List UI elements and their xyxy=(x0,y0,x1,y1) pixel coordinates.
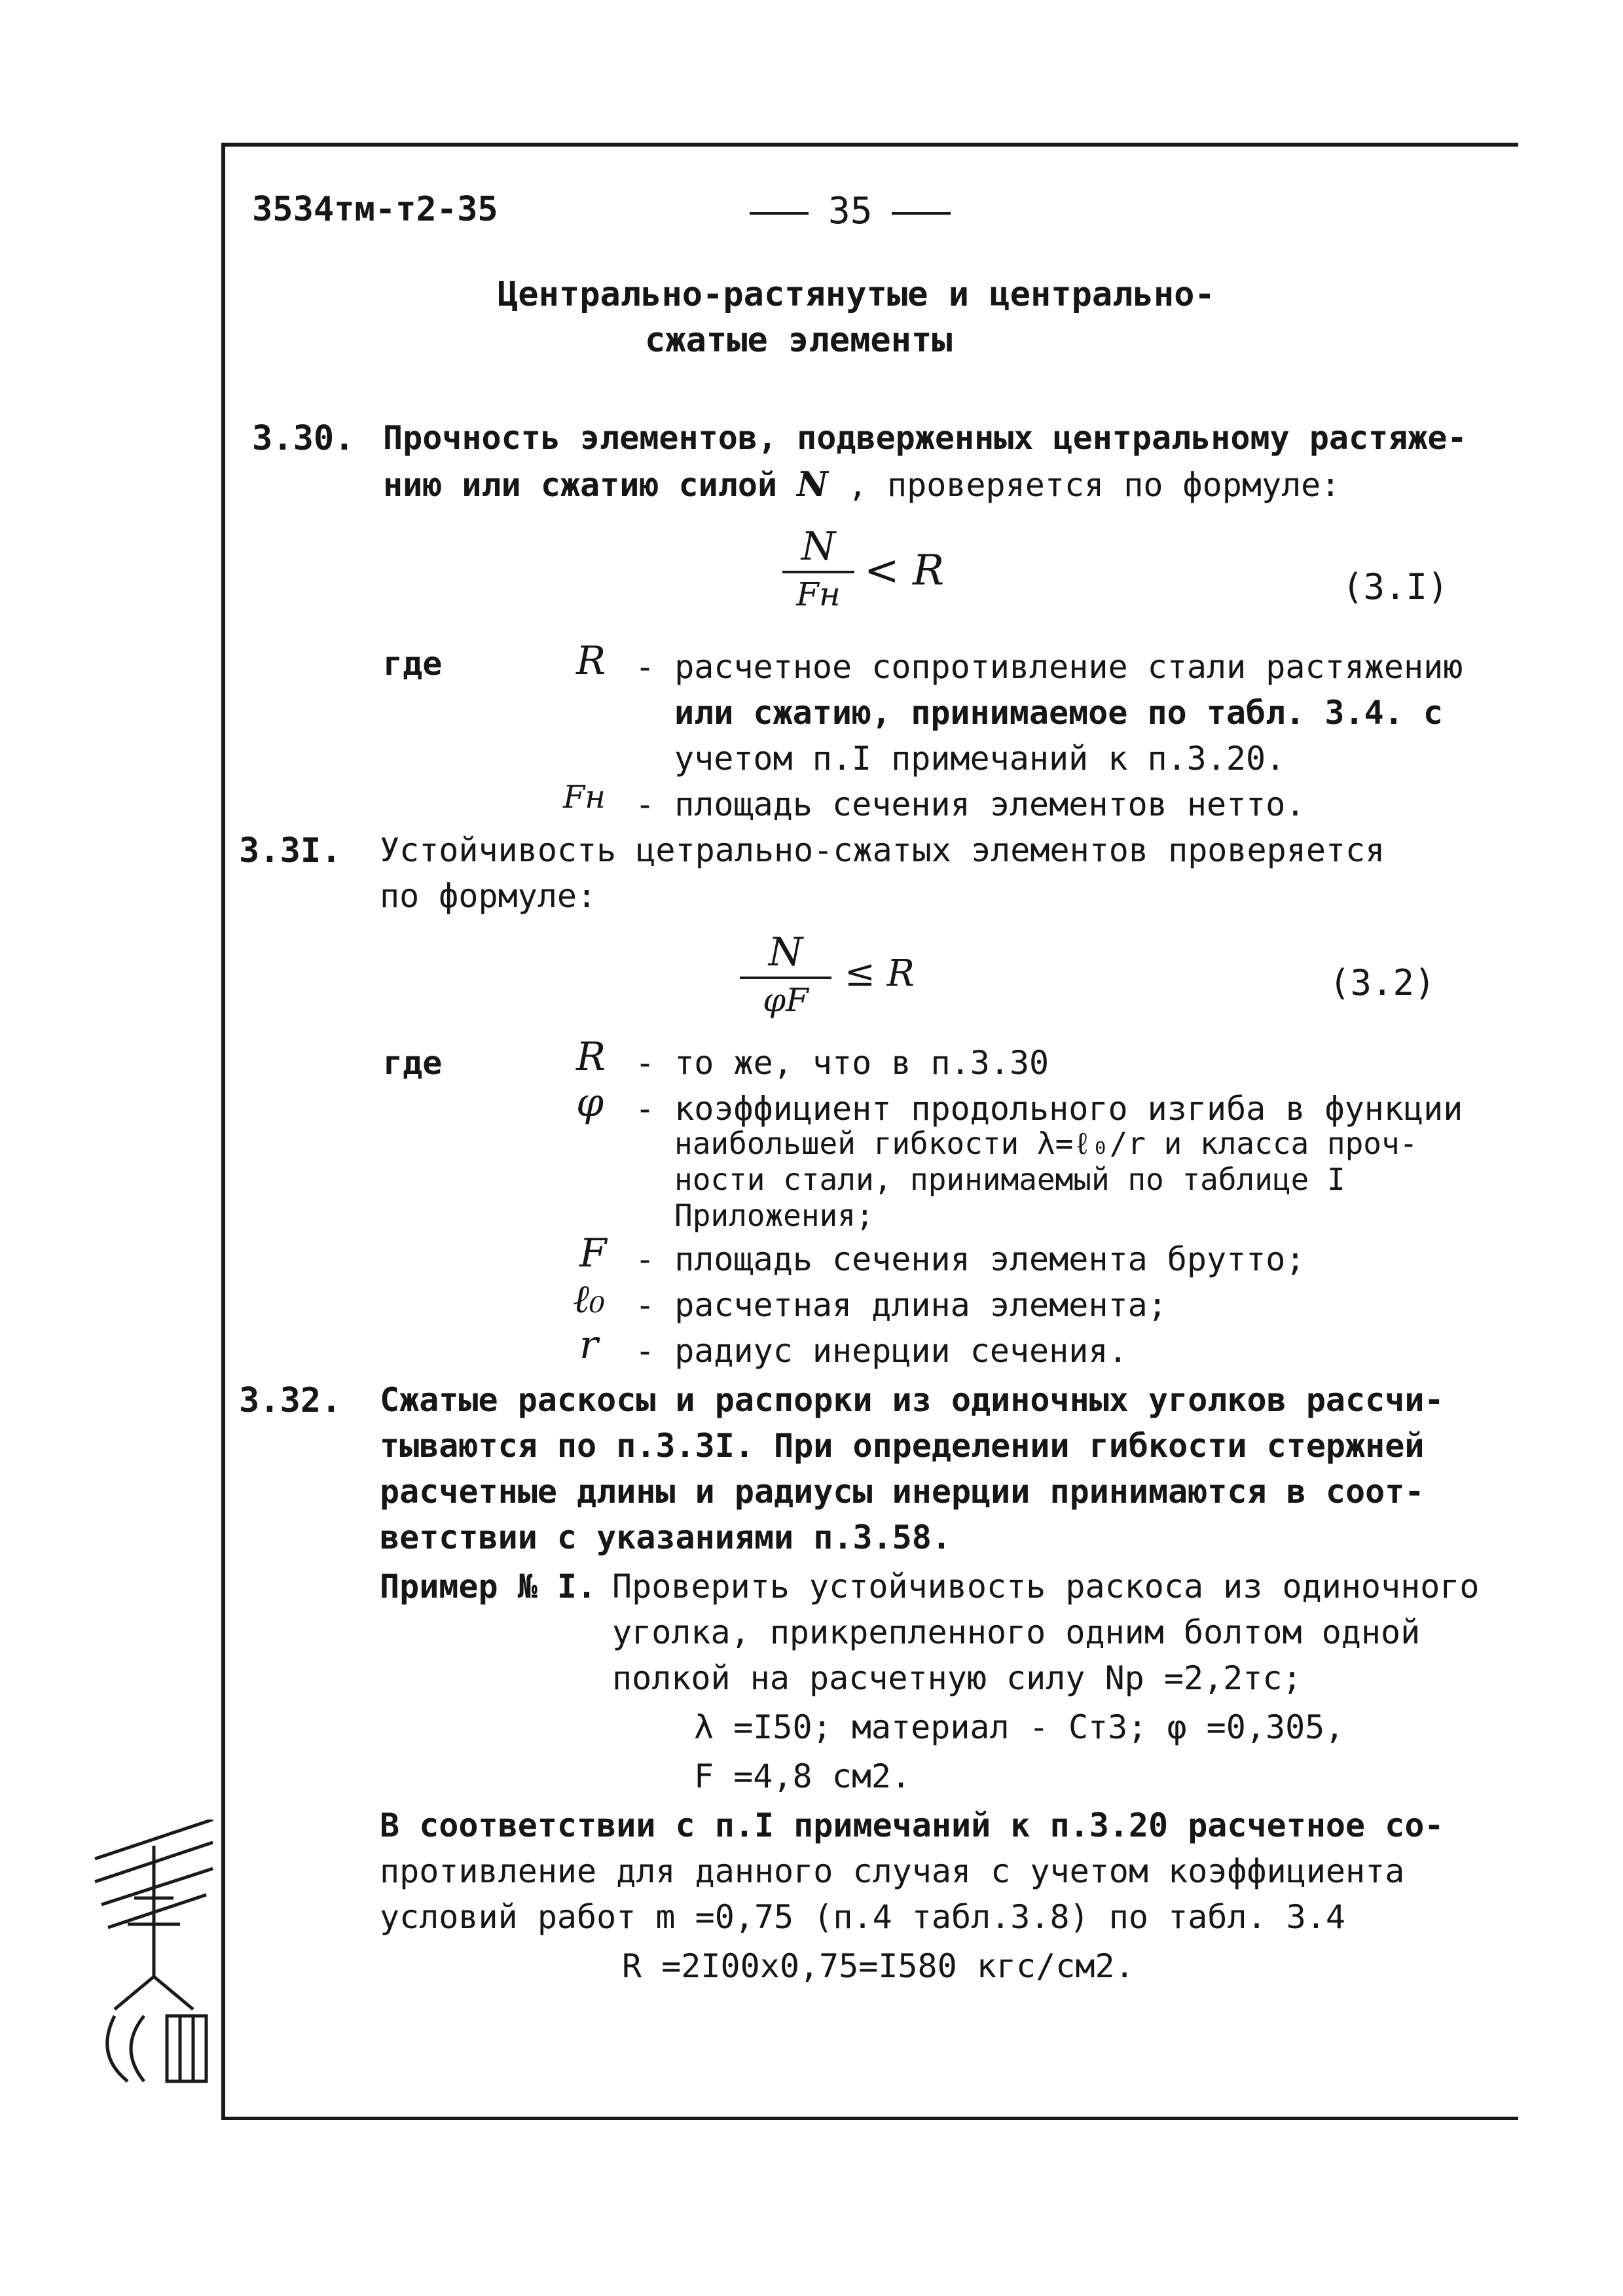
def-331-sym-7: r xyxy=(579,1322,598,1368)
section-title-line2: сжатые элементы xyxy=(645,321,953,360)
formula-3-1-numerator: N xyxy=(801,524,836,569)
tail-line-3: R =2I00x0,75=I580 кгс/см2. xyxy=(622,1947,1135,1985)
example-line-4: F =4,8 см2. xyxy=(694,1757,911,1795)
def-331-text-4: Приложения; xyxy=(674,1198,874,1233)
page-number-text: 35 xyxy=(828,190,873,232)
def-331-text-1: - коэффициент продольного изгиба в функции xyxy=(635,1090,1463,1128)
where-label-331: где xyxy=(383,1044,443,1082)
clause-331-line1: Устойчивость цетрально-сжатых элементов проверяется xyxy=(380,831,1385,869)
clause-330-line2b: , проверяется по формуле: xyxy=(847,466,1341,504)
def-331-text-5: - площадь сечения элемента брутто; xyxy=(635,1240,1305,1278)
formula-3-1-label: (3.I) xyxy=(1342,566,1449,607)
formula-3-2-fraction xyxy=(740,929,831,1020)
example-line-1: уголка, прикрепленного одним болтом одной xyxy=(612,1613,1421,1651)
clause-number-330: 3.30. xyxy=(252,419,355,458)
fraction-bar xyxy=(740,977,831,979)
def-331-sym-6: ℓ₀ xyxy=(573,1276,606,1322)
def-331-text-0: - то же, что в п.3.30 xyxy=(635,1044,1049,1082)
def-330-text-0: - расчетное сопротивление стали растяжению xyxy=(635,648,1463,686)
formula-3-2-denominator: φF xyxy=(763,981,809,1019)
def-330-text-2: учетом п.I примечаний к п.3.20. xyxy=(674,740,1286,778)
def-330-sym-3: Fн xyxy=(563,779,606,816)
page-number xyxy=(730,190,970,232)
clause-330-line2a: нию или сжатию силой xyxy=(383,466,778,504)
fraction-bar xyxy=(782,571,854,573)
force-symbol-n: N xyxy=(797,465,828,505)
tail-line-0: В соответствии с п.I примечаний к п.3.20 расчетное со- xyxy=(380,1806,1444,1844)
clause-332-line-3: ветствии с указаниями п.3.58. xyxy=(380,1518,951,1556)
def-330-text-3: - площадь сечения элементов нетто. xyxy=(635,785,1305,823)
formula-3-1-denominator: Fн xyxy=(796,575,841,613)
document-code: 3534тм-т2-35 xyxy=(252,190,498,229)
def-331-text-2: наибольшей гибкости λ=ℓ₀/r и класса проч- xyxy=(674,1126,1418,1161)
def-331-text-7: - радиус инерции сечения. xyxy=(635,1332,1128,1370)
clause-number-331: 3.3I. xyxy=(239,831,342,870)
clause-number-332: 3.32. xyxy=(239,1381,342,1420)
formula-3-2-label: (3.2) xyxy=(1329,962,1436,1003)
formula-3-1-relation: < R xyxy=(864,547,945,595)
def-331-text-3: ности стали, принимаемый по таблице I xyxy=(674,1162,1345,1197)
def-331-text-6: - расчетная длина элемента; xyxy=(635,1286,1167,1324)
section-title-line1: Центрально-растянутые и центрально- xyxy=(498,275,1215,314)
where-label-330: где xyxy=(383,645,443,683)
formula-3-2-numerator: N xyxy=(768,929,803,975)
def-330-sym-0: R xyxy=(576,638,606,684)
def-331-sym-1: φ xyxy=(576,1080,604,1126)
tail-line-2: условий работ m =0,75 (п.4 табл.3.8) по табл. 3.4 xyxy=(380,1898,1346,1936)
example-line-0: Проверить устойчивость раскоса из одиночного xyxy=(612,1568,1480,1605)
tail-line-1: противление для данного случая с учетом коэффициента xyxy=(380,1852,1405,1890)
formula-3-2-relation: ≤ R xyxy=(845,952,915,995)
clause-332-line-1: тываются по п.3.3I. При определении гибкости стержней xyxy=(380,1427,1425,1465)
clause-332-line-2: расчетные длины и радиусы инерции принимаются в соот- xyxy=(380,1473,1425,1511)
clause-330-line1: Прочность элементов, подверженных центральному растяже- xyxy=(383,419,1467,457)
formula-3-1-fraction xyxy=(782,524,854,614)
clause-331-line2: по формуле: xyxy=(380,877,597,915)
example-line-3: λ =I50; материал - Ст3; φ =0,305, xyxy=(694,1708,1345,1746)
def-331-sym-5: F xyxy=(579,1230,607,1276)
clause-330-line2 xyxy=(383,465,1340,505)
def-331-sym-0: R xyxy=(576,1034,606,1080)
def-330-text-1: или сжатию, принимаемое по табл. 3.4. с xyxy=(674,694,1443,732)
clause-332-line-0: Сжатые раскосы и распорки из одиночных уголков рассчи- xyxy=(380,1381,1444,1419)
stamp-logo xyxy=(88,1820,219,2094)
example-label: Пример № I. xyxy=(380,1568,597,1605)
example-line-2: полкой на расчетную силу Np =2,2тс; xyxy=(612,1659,1302,1697)
